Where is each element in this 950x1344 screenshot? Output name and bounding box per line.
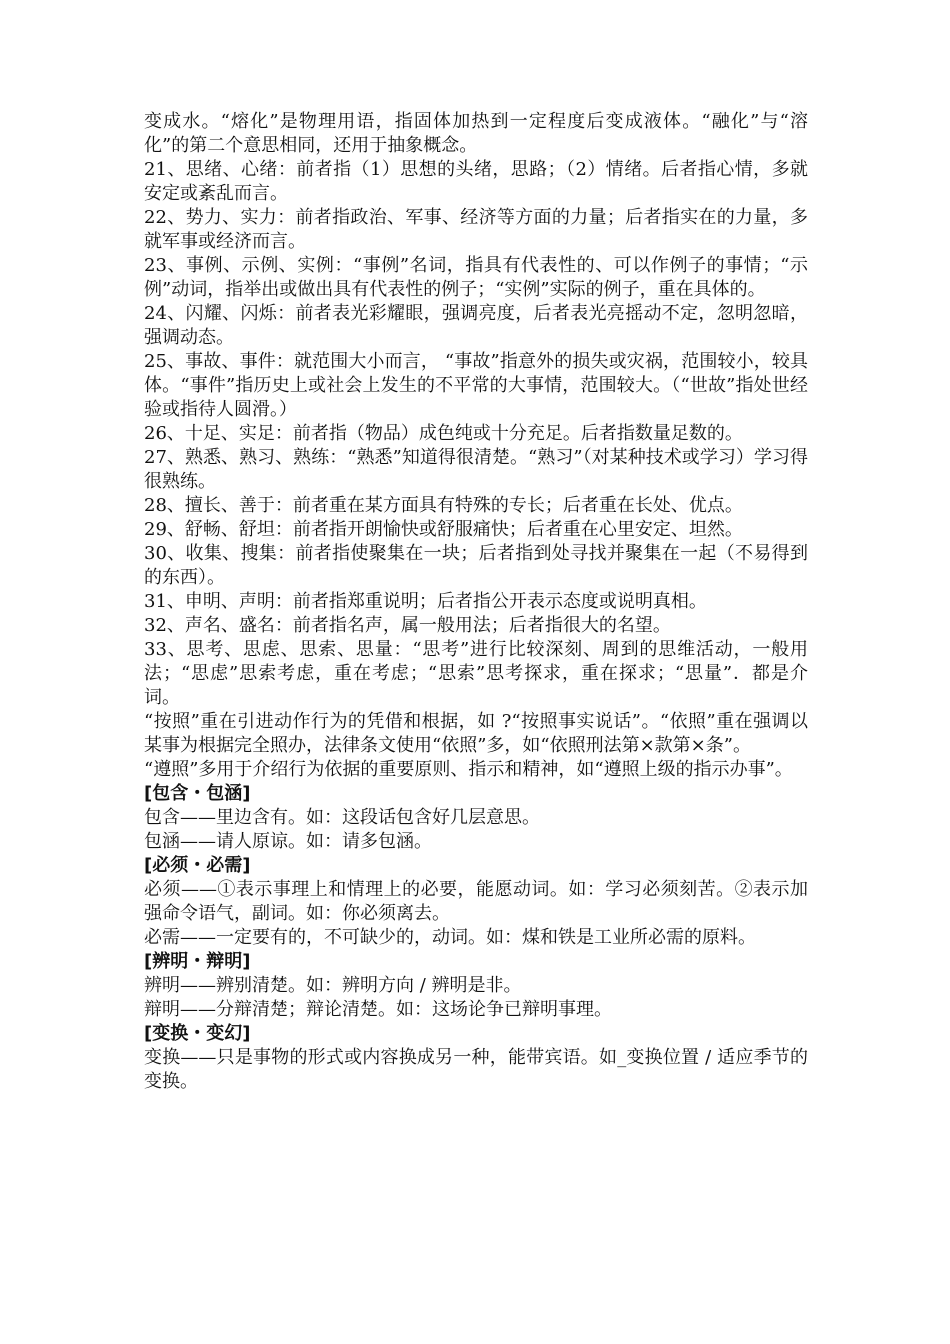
paragraph: 变成水。“熔化”是物理用语，指固体加热到一定程度后变成液体。“融化”与“溶化”的第二个意思相同，还用于抽象概念。 [144,111,808,156]
section-heading: [必须・必需] [144,855,251,876]
paragraph: 变换——只是事物的形式或内容换成另一种，能带宾语。如_变换位置 / 适应季节的变换。 [144,1047,808,1092]
paragraph: 31、申明、声明：前者指郑重说明；后者指公开表示态度或说明真相。 [144,591,707,612]
paragraph: 30、收集、搜集：前者指使聚集在一块；后者指到处寻找并聚集在一起（不易得到的东西）。 [144,543,808,588]
section-heading: [辨明・辩明] [144,951,251,972]
paragraph: 24、闪耀、闪烁：前者表光彩耀眼，强调亮度，后者表光亮摇动不定，忽明忽暗，强调动态。 [144,303,808,348]
document-page [144,110,808,1094]
paragraph: 必须——①表示事理上和情理上的必要，能愿动词。如：学习必须刻苦。②表示加强命令语气，副词。如：你必须离去。 [144,879,808,924]
paragraph: 33、思考、思虑、思索、思量：“思考”进行比较深刻、周到的思维活动，一般用法；“思虑”思索考虑，重在考虑；“思索”思考探求，重在探求；“思量”．都是介词。 [144,639,808,708]
paragraph: 21、思绪、心绪：前者指（1）思想的头绪，思路；（2）情绪。后者指心情，多就安定或紊乱而言。 [144,159,808,204]
paragraph: “遵照”多用于介绍行为依据的重要原则、指示和精神，如“遵照上级的指示办事”。 [144,759,793,780]
paragraph: 27、熟悉、熟习、熟练：“熟悉”知道得很清楚。“熟习”（对某种技术或学习）学习得很熟练。 [144,447,808,492]
paragraph: 28、擅长、善于：前者重在某方面具有特殊的专长；后者重在长处、优点。 [144,495,743,516]
paragraph: 包含——里边含有。如：这段话包含好几层意思。 [144,807,540,828]
section-heading: [变换・变幻] [144,1023,251,1044]
paragraph: 包涵——请人原谅。如：请多包涵。 [144,831,432,852]
paragraph: 必需——一定要有的，不可缺少的，动词。如：煤和铁是工业所必需的原料。 [144,927,756,948]
paragraph: 辨明——辨别清楚。如：辨明方向 / 辨明是非。 [144,975,522,996]
paragraph: 辩明——分辩清楚；辩论清楚。如：这场论争已辩明事理。 [144,999,612,1020]
paragraph: 25、事故、事件：就范围大小而言， “事故”指意外的损失或灾祸，范围较小，较具体。“事件”指历史上或社会上发生的不平常的大事情，范围较大。（“世故”指处世经验或指待人圆滑。） [144,351,808,420]
paragraph: 23、事例、示例、实例：“事例”名词，指具有代表性的、可以作例子的事情；“示例”动词，指举出或做出具有代表性的例子；“实例”实际的例子，重在具体的。 [144,255,808,300]
paragraph: 32、声名、盛名：前者指名声，属一般用法；后者指很大的名望。 [144,615,671,636]
paragraph: 22、势力、实力：前者指政治、军事、经济等方面的力量；后者指实在的力量，多就军事或经济而言。 [144,207,808,252]
paragraph: 29、舒畅、舒坦：前者指开朗愉快或舒服痛快；后者重在心里安定、坦然。 [144,519,743,540]
paragraph: “按照”重在引进动作行为的凭借和根据，如 ?“按照事实说话”。“依照”重在强调以某事为根据完全照办，法律条文使用“依照”多，如“依照刑法第×款第×条”。 [144,711,808,756]
section-heading: [包含・包涵] [144,783,251,804]
paragraph: 26、十足、实足：前者指（物品）成色纯或十分充足。后者指数量足数的。 [144,423,743,444]
